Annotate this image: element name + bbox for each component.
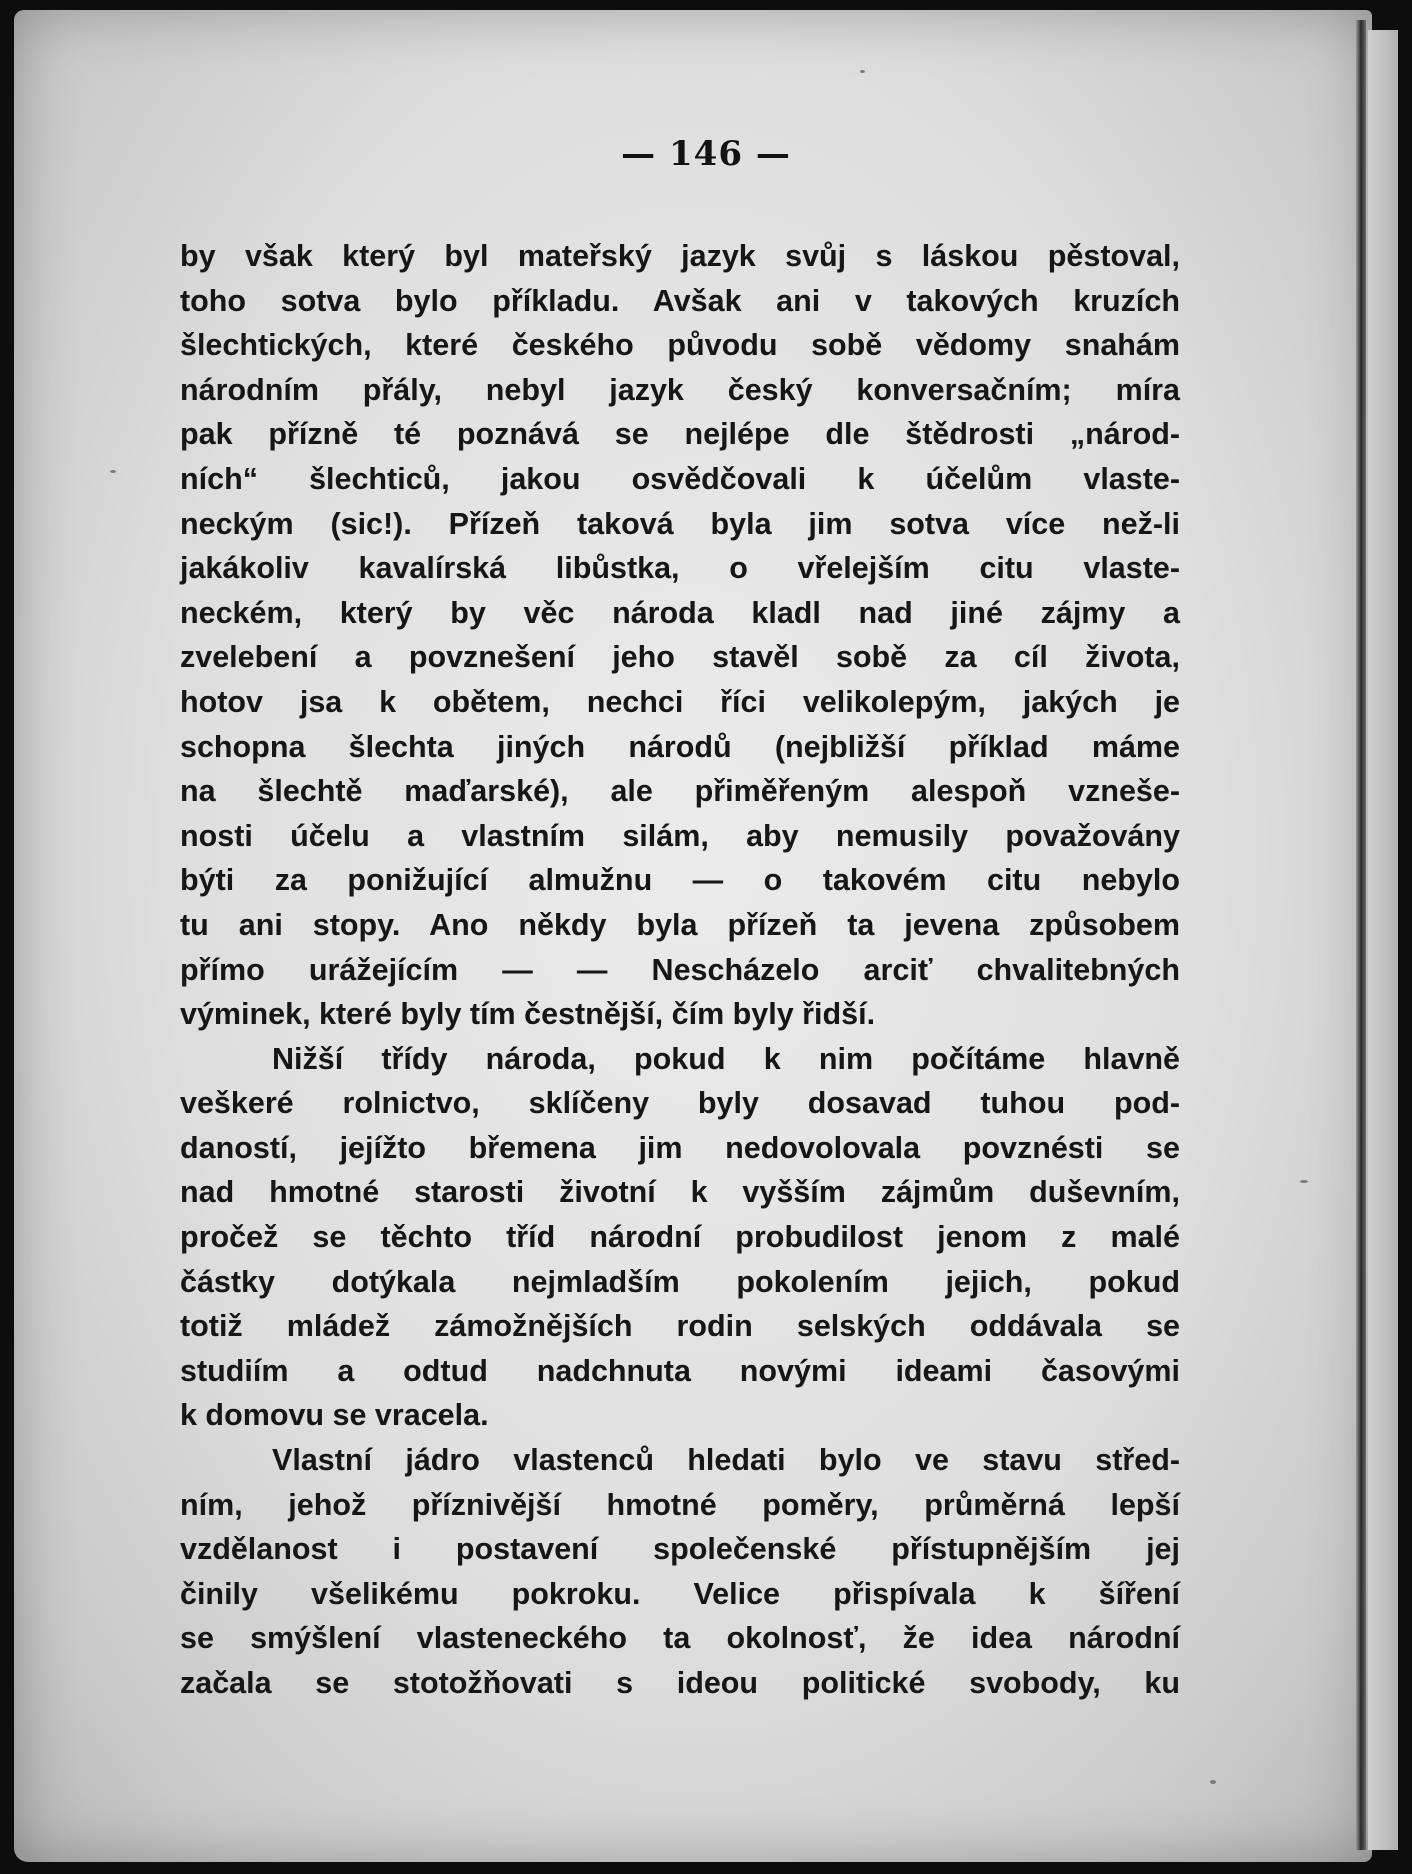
paper-speck [1210, 1780, 1216, 1784]
text-line: neckým (sic!). Přízeň taková byla jim sotva více než-li [180, 506, 1180, 541]
text-line: ních“ šlechticů, jakou osvědčovali k účelům vlaste- [180, 461, 1180, 496]
text-line: výminek, které byly tím čestnější, čím byly řidší. [180, 997, 876, 1032]
binding-fold [1356, 20, 1366, 1850]
body-text [180, 234, 1180, 1706]
text-line: schopna šlechta jiných národů (nejbližší příklad máme [180, 729, 1180, 764]
text-line: národním přály, nebyl jazyk český konversačním; míra [180, 372, 1180, 407]
paper-speck [1300, 1180, 1308, 1183]
paper-speck [110, 470, 116, 473]
text-line: Nižší třídy národa, pokud k nim počítáme hlavně [272, 1041, 1180, 1076]
text-line: vzdělanost i postavení společenské přístupnějším jej [180, 1532, 1180, 1567]
text-line: studiím a odtud nadchnuta novými ideami časovými [180, 1353, 1180, 1388]
text-line: částky dotýkala nejmladším pokolením jejich, pokud [180, 1264, 1180, 1299]
text-line: veškeré rolnictvo, sklíčeny byly dosavad tuhou pod- [180, 1086, 1180, 1121]
paper-speck [860, 70, 865, 73]
text-line: zvelebení a povznešení jeho stavěl sobě za cíl života, [180, 640, 1180, 675]
text-line: Vlastní jádro vlastenců hledati bylo ve stavu střed- [272, 1443, 1180, 1478]
text-line: činily všelikému pokroku. Velice přispívala k šíření [180, 1576, 1180, 1611]
text-line: pročež se těchto tříd národní probudilost jenom z malé [180, 1220, 1180, 1255]
text-line: pak přízně té poznává se nejlépe dle štědrosti „národ- [180, 417, 1180, 452]
text-line: se smýšlení vlasteneckého ta okolnosť, že idea národní [180, 1621, 1180, 1656]
text-line: toho sotva bylo příkladu. Avšak ani v takových kruzích [180, 283, 1180, 318]
text-line: hotov jsa k obětem, nechci říci velikolepým, jakých je [180, 684, 1180, 719]
text-line: začala se stotožňovati s ideou politické svobody, ku [180, 1666, 1180, 1700]
text-line: nosti účelu a vlastním silám, aby nemusily považovány [180, 818, 1180, 853]
text-line: totiž mládež zámožnějších rodin selských oddávala se [180, 1309, 1180, 1344]
adjacent-page-edge [1368, 30, 1398, 1850]
text-line: býti za ponižující almužnu — o takovém citu nebylo [180, 863, 1180, 898]
text-line: ním, jehož příznivější hmotné poměry, průměrná lepší [180, 1487, 1180, 1522]
text-line: na šlechtě maďarské), ale přiměřeným alespoň vzneše- [180, 774, 1180, 809]
page-number: — 146 — [621, 134, 791, 174]
text-line: nad hmotné starosti životní k vyšším zájmům duševním, [180, 1175, 1180, 1210]
text-line: tu ani stopy. Ano někdy byla přízeň ta jevena způsobem [180, 907, 1180, 942]
text-line: k domovu se vracela. [180, 1398, 489, 1433]
text-line: šlechtických, které českého původu sobě vědomy snahám [180, 328, 1180, 363]
text-line: daností, jejížto břemena jim nedovolovala povznésti se [180, 1130, 1180, 1165]
text-line: jakákoliv kavalírská libůstka, o vřelejším citu vlaste- [180, 551, 1180, 586]
text-line: by však který byl mateřský jazyk svůj s láskou pěstoval, [180, 239, 1180, 273]
text-line: neckém, který by věc národa kladl nad jiné zájmy a [180, 595, 1180, 630]
text-line: přímo urážejícím — — Nescházelo arciť chvalitebných [180, 952, 1180, 987]
